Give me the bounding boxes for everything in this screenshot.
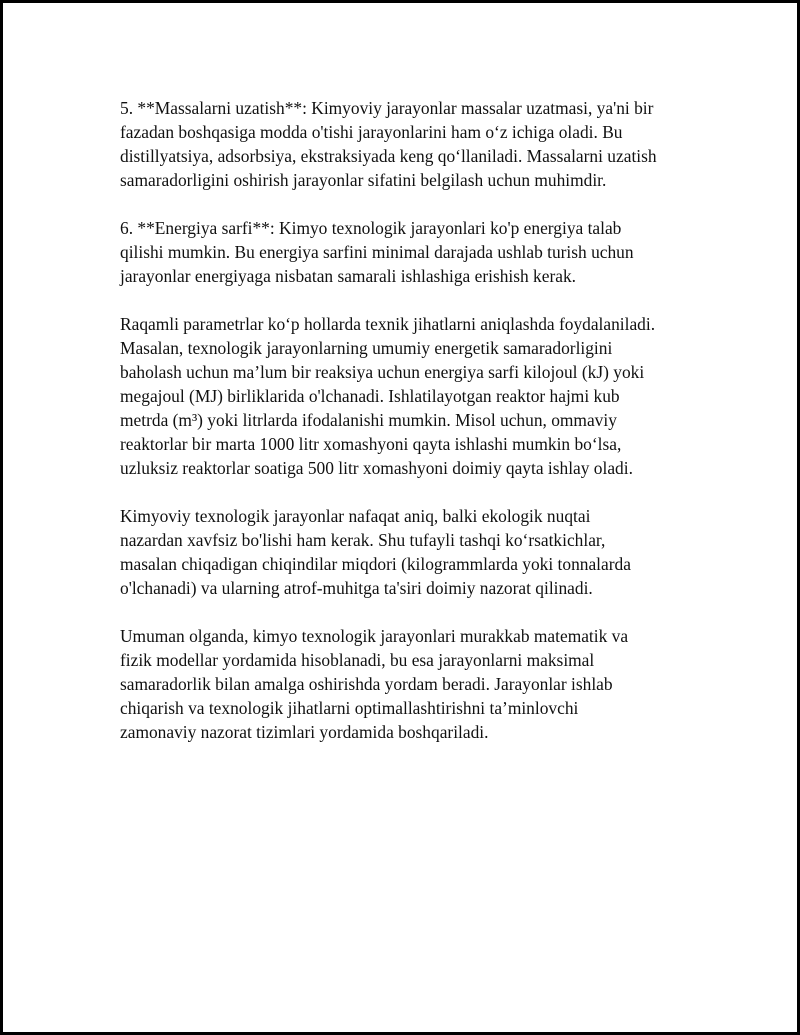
document-body [120, 96, 695, 768]
paragraph-conclusion: Umuman olganda, kimyo texnologik jarayonlari murakkab matematik va fizik modellar yordamida hisoblanadi, bu esa jarayonlarni maksimal samaradorlik bilan amalga oshirishda yordam beradi. Jarayonlar ishlab chiqarish va texnologik jihatlarni optimallashtirishni ta’minlovchi zamonaviy nazorat tizimlari yordamida boshqariladi. [120, 626, 629, 742]
paragraph-energy-consumption: 6. **Energiya sarfi**: Kimyo texnologik jarayonlari ko'p energiya talab qilishi mumkin. Bu energiya sarfini minimal darajada ushlab turish uchun jarayonlar energiyaga nisbatan samarali ishlashiga erishish kerak. [120, 218, 634, 286]
paragraph-mass-transfer: 5. **Massalarni uzatish**: Kimyoviy jarayonlar massalar uzatmasi, ya'ni bir fazadan boshqasiga modda o'tishi jarayonlarini ham o‘z ichiga oladi. Bu distillyatsiya, adsorbsiya, ekstraksiyada keng qo‘llaniladi. Massalarni uzatish samaradorligini oshirish jarayonlar sifatini belgilash uchun muhimdir. [120, 98, 657, 190]
paragraph-ecological-safety: Kimyoviy texnologik jarayonlar nafaqat aniq, balki ekologik nuqtai nazardan xavfsiz bo'lishi ham kerak. Shu tufayli tashqi ko‘rsatkichlar, masalan chiqadigan chiqindilar miqdori (kilogrammlarda yoki tonnalarda o'lchanadi) va ularning atrof-muhitga ta'siri doimiy nazorat qilinadi. [120, 506, 631, 598]
paragraph-numeric-parameters: Raqamli parametrlar ko‘p hollarda texnik jihatlarni aniqlashda foydalaniladi. Masalan, texnologik jarayonlarning umumiy energetik samaradorligini baholash uchun ma’lum bir reaksiya uchun energiya sarfi kilojoul (kJ) yoki megajoul (MJ) birliklarida o'lchanadi. Ishlatilayotgan reaktor hajmi kub metrda (m³) yoki litrlarda ifodalanishi mumkin. Misol uchun, ommaviy reaktorlar bir marta 1000 litr xomashyoni qayta ishlashi mumkin bo‘lsa, uzluksiz reaktorlar soatiga 500 litr xomashyoni doimiy qayta ishlay oladi. [120, 314, 656, 478]
